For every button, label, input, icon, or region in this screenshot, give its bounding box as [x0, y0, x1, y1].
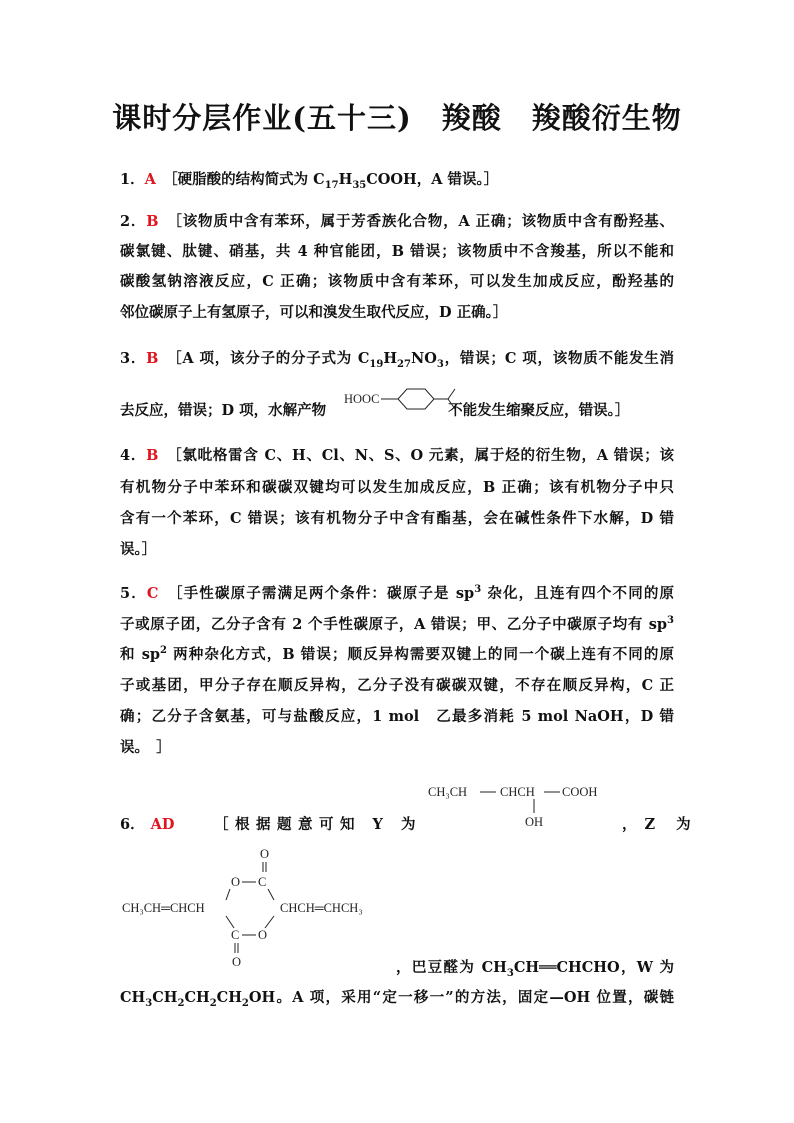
answer-text: 两种杂化方式，B 错误；顺反异构需要双键上的同一个碳上连有不同的原 — [167, 646, 674, 663]
question-number: 6． — [120, 816, 145, 833]
question-2-line-4: 邻位碳原子上有氢原子，可以和溴发生取代反应，D 正确。］ — [120, 304, 508, 321]
answer-text: H — [383, 350, 398, 367]
answer-text: 去反应，错误；D 项，水解产物 — [120, 402, 327, 419]
superscript: 3 — [667, 615, 674, 627]
answer-text: ［氯吡格雷含 C、H、Cl、N、S、O 元素，属于烃的衍生物，A 错误；该 — [174, 447, 675, 464]
answer-text: CH — [216, 989, 242, 1006]
answer-text: NO — [410, 350, 437, 367]
answer-label: A — [144, 171, 156, 188]
answer-text: CH — [184, 989, 210, 1006]
answer-text: CH══CHCHO，W 为 — [513, 959, 674, 976]
answer-label: B — [146, 213, 159, 230]
answer-text: ［硬脂酸的结构简式为 C — [170, 171, 325, 188]
subscript: 2 — [177, 997, 185, 1009]
hooc-label: HOOC — [344, 392, 380, 406]
z-ring-o-bottom: O — [258, 928, 268, 942]
answer-text: 杂化，且连有四个不同的原 — [481, 585, 674, 602]
z-ring-c-top: C — [258, 875, 267, 889]
z-structure — [118, 842, 403, 972]
y-left-group: CH₃CH — [428, 785, 468, 799]
answer-text: ［A 项，该分子的分子式为 C — [174, 350, 370, 367]
question-5-line-3 — [120, 645, 674, 665]
question-5-line-2 — [120, 615, 674, 635]
question-3-line-1 — [120, 349, 674, 369]
answer-text: ，巴豆醛为 CH — [396, 959, 507, 976]
answer-text: ［该物质中含有苯环，属于芳香族化合物，A 正确；该物质中含有酚羟基、 — [174, 213, 675, 230]
answer-label: B — [146, 350, 159, 367]
question-6-text-a: ［根据题意可知 Y 为 — [214, 816, 422, 833]
question-2-line-3: 碳酸氢钠溶液反应，C 正确；该物质中含有苯环，可以发生加成反应，酚羟基的 — [120, 273, 674, 290]
question-4-line-1 — [120, 446, 674, 466]
subscript: 3 — [506, 967, 514, 979]
answer-text: ，错误；C 项，该物质不能发生消 — [443, 350, 675, 367]
question-4-line-4: 误。］ — [120, 541, 157, 558]
answer-text: H — [338, 171, 353, 188]
hydrolysis-product-structure — [340, 378, 470, 418]
answer-label: C — [146, 585, 159, 602]
question-4-line-3: 含有一个苯环，C 错误；该有机物分子中含有酯基，会在碱性条件下水解，D 错 — [120, 510, 674, 527]
y-structure — [426, 778, 616, 834]
answer-label: AD — [150, 816, 175, 833]
question-2-line-1 — [120, 212, 674, 232]
subscript: 2 — [241, 997, 249, 1009]
question-number: 2． — [120, 213, 147, 230]
question-5-line-5: 确；乙分子含氨基，可与盐酸反应，1 mol 乙最多消耗 5 mol NaOH，D 错 — [120, 708, 674, 725]
answer-text: 子或原子团，乙分子含有 2 个手性碳原子，A 错误；甲、乙分子中碳原子均有 sp — [120, 616, 668, 633]
y-right-group: COOH — [562, 785, 598, 799]
question-6-line-3 — [120, 988, 674, 1008]
z-right-group: CHCH═CHCH₃ — [280, 901, 363, 915]
question-number: 5． — [120, 585, 147, 602]
answer-text: ［手性碳原子需满足两个条件：碳原子是 sp — [175, 585, 475, 602]
subscript: 27 — [397, 358, 411, 370]
question-number: 1． — [120, 171, 145, 188]
answer-text: OH。A 项，采用“定一移一”的方法，固定—OH 位置，碳链 — [248, 989, 674, 1006]
z-carbonyl-o-bottom: O — [232, 955, 242, 969]
question-number: 3． — [120, 350, 147, 367]
answer-text: COOH，A 错误。］ — [366, 171, 499, 188]
answer-text: 不能发生缩聚反应，错误。］ — [448, 402, 630, 419]
subscript: 19 — [369, 358, 384, 370]
y-oh-group: OH — [525, 815, 544, 829]
question-4-line-2: 有机物分子中苯环和碳碳双键均可以发生加成反应，B 正确；该有机物分子中只 — [120, 479, 674, 496]
question-6-text-b: ，Z 为 — [622, 816, 699, 833]
question-5-line-4: 子或基团，甲分子存在顺反异构，乙分子没有碳碳双键，不存在顺反异构，C 正 — [120, 677, 674, 694]
subscript: 3 — [436, 358, 444, 370]
question-1-line-1 — [120, 170, 674, 190]
answer-text: CH — [120, 989, 146, 1006]
answer-text: CH — [152, 989, 178, 1006]
subscript: 2 — [209, 997, 217, 1009]
question-2-line-2: 碳氯键、肽键、硝基，共 4 种官能团，B 错误；该物质中不含羧基，所以不能和 — [120, 243, 674, 260]
superscript: 3 — [474, 584, 482, 596]
subscript: 35 — [352, 179, 367, 191]
z-ring-c-bottom: C — [231, 928, 240, 942]
page-title: 课时分层作业(五十三) 羧酸 羧酸衍生物 — [112, 101, 682, 135]
question-5-line-1 — [120, 584, 674, 604]
z-carbonyl-o-top: O — [260, 847, 270, 861]
question-6-line-2 — [396, 958, 674, 978]
answer-text: 和 sp — [120, 646, 161, 663]
question-number: 4． — [120, 447, 147, 464]
z-ring-o-top: O — [231, 875, 241, 889]
z-left-group: CH₃CH═CHCH — [122, 901, 205, 915]
subscript: 3 — [145, 997, 153, 1009]
superscript: 2 — [160, 645, 168, 657]
answer-label: B — [146, 447, 159, 464]
y-mid-group: CHCH — [500, 785, 535, 799]
question-5-line-6: 误。 ］ — [120, 739, 171, 756]
subscript: 17 — [324, 179, 339, 191]
